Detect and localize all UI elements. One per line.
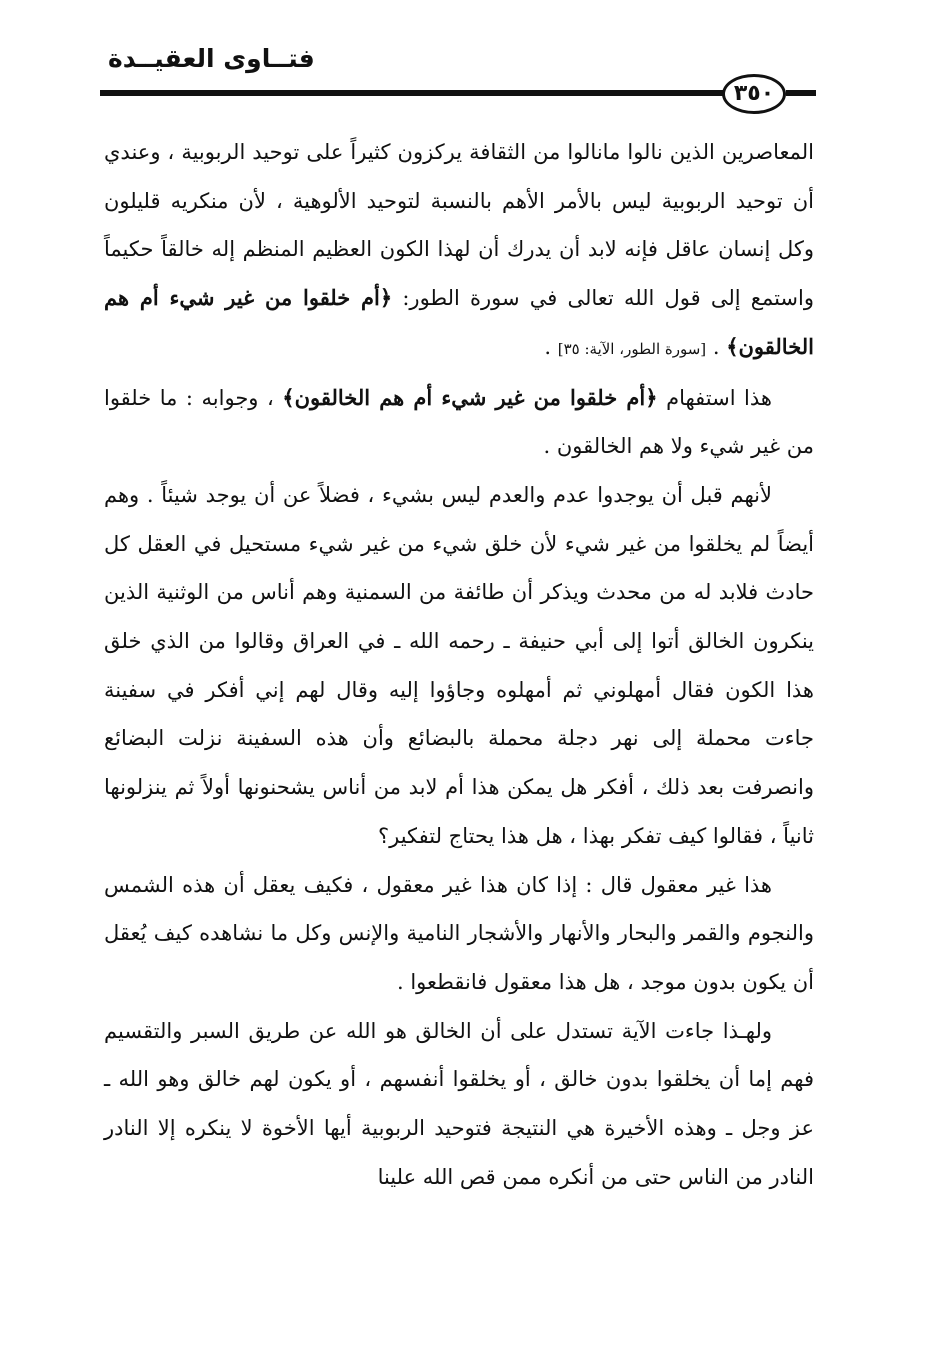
quran-verse-quoted: ﴿أم خلقوا من غير شيء أم هم الخالقون﴾ [282, 384, 658, 410]
paragraph-2-answer: ، وجوابه : ما خلقوا من غير شيء ولا هم الخالقون . [104, 385, 814, 459]
paragraph-2 [104, 374, 814, 471]
paragraph-4: هذا غير معقول قال : إذا كان هذا غير معقول ، فكيف يعقل أن هذه الشمس والنجوم والقمر والبحار والأنهار والأشجار النامية والإنس وكل ما نشاهده كيف يُعقل أن يكون بدون موجد ، هل هذا معقول فانقطعوا . [104, 872, 814, 994]
paragraph-3: لأنهم قبل أن يوجدوا عدم والعدم ليس بشيء ، فضلاً عن أن يوجد شيئاً . وهم أيضاً لم يخلقوا من غير شيء لأن خلق شيء من غير شيء مستحيل في العقل كل حادث فلابد له من محدث ويذكر أن طائفة من السمنية وهم أناس من الوثنية الذين ينكرون الخالق أتوا إلى أبي حنيفة ـ رحمه الله ـ في العراق وقالوا من الذي خلق هذا الكون فقال أمهلوني ثم أمهلوه وجاؤوا إليه وقال لهم إني أفكر في سفينة جاءت محملة إلى نهر دجلة محملة بالبضائع وأن هذه السفينة نزلت البضائع وانصرفت بعد ذلك ، أفكر هل يمكن هذا أم لابد من أناس يشحنونها أولاً ثم ينزلونها ثانياً ، فقالوا كيف تفكر بهذا ، هل هذا يحتاج لتفكير؟ [104, 482, 814, 848]
paragraph-1-end: . [544, 334, 558, 359]
page-number: ٣٥٠ [722, 74, 786, 114]
paragraph-1-separator: . [706, 334, 727, 359]
verse-citation: [سورة الطور، الآية: ٣٥] [557, 339, 707, 358]
quran-verse: ﴿أم خلقوا من غير شيء أم هم الخالقون﴾ [104, 285, 814, 359]
running-header [100, 44, 816, 114]
header-rule-end [786, 90, 816, 96]
paragraph-2-text: هذا استفهام [657, 385, 772, 410]
paragraph-1-text: المعاصرين الذين نالوا مانالوا من الثقافة يركزون كثيراً على توحيد الربوبية ، وعندي أن توحيد الربوبية ليس بالأمر الأهم بالنسبة لتوحيد الألوهية ، لأن منكريه قليلون وكل إنسان عاقل فإنه لابد أن يدرك أن لهذا الكون العظيم المنظم إله خالقاً حكيماً واستمع إلى قول الله تعالى في سورة الطور: [104, 140, 814, 311]
header-rule [100, 90, 726, 96]
book-title: فتــاوى العقيــدة [108, 44, 315, 73]
paragraph-5: ولهـذا جاءت الآية تستدل على أن الخالق هو الله عن طريق السبر والتقسيم فهم إما أن يخلقوا بدون خالق ، أو يخلقوا أنفسهم ، أو يكون لهم خالق وهو الله ـ عز وجل ـ وهذه الأخيرة هي النتيجة فتوحيد الربوبية أيها الأخوة لا ينكره إلا النادر النادر من الناس حتى من أنكره ممن قص الله علينا [104, 1018, 814, 1189]
paragraph-1 [104, 128, 814, 374]
page-body [104, 128, 814, 1201]
